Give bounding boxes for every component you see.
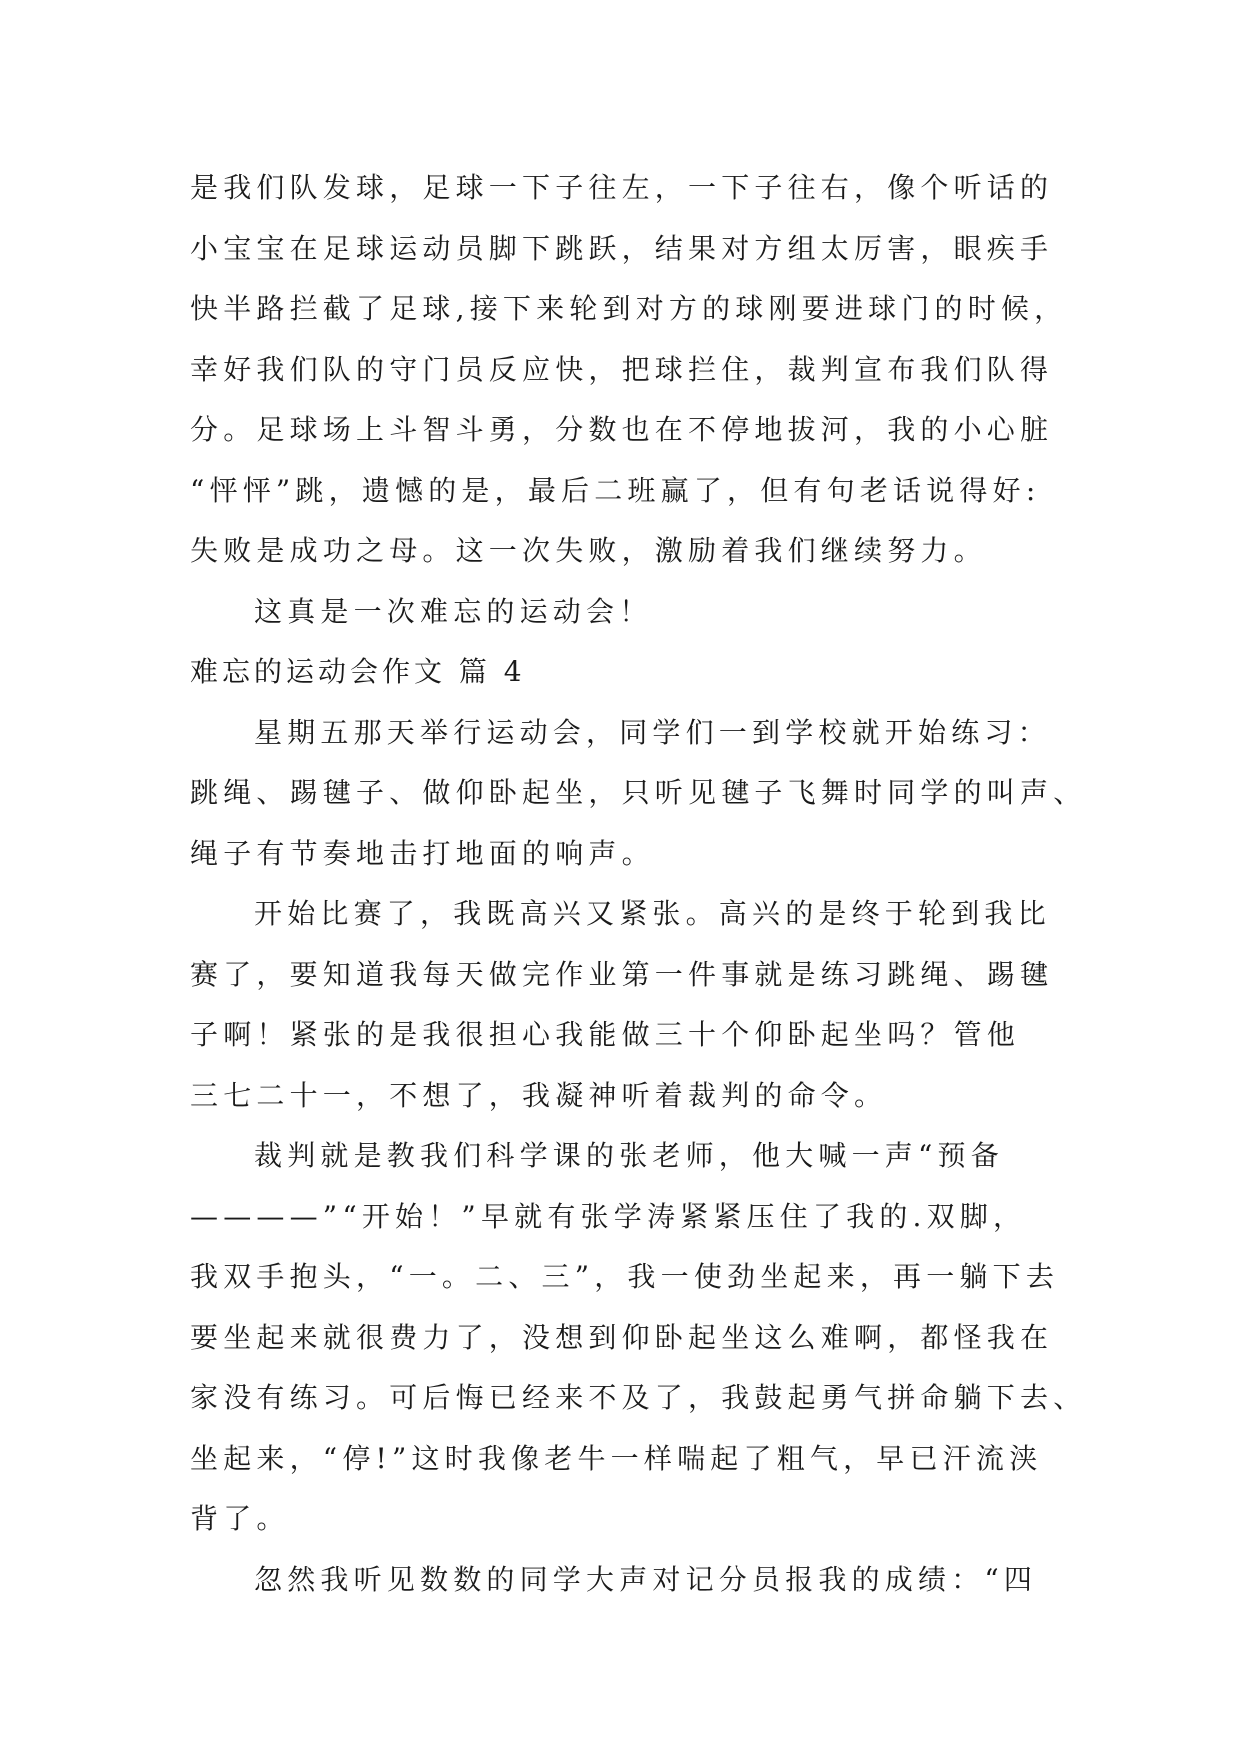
text-line: 家没有练习。可后悔已经来不及了，我鼓起勇气拼命躺下去、 — [190, 1381, 1087, 1414]
text-line: 小宝宝在足球运动员脚下跳跃，结果对方组太厉害，眼疾手 — [190, 231, 1054, 265]
text-line: “怦怦”跳，遗憾的是，最后二班赢了，但有句老话说得好: — [190, 473, 1041, 507]
text-line: 分。足球场上斗智斗勇，分数也在不停地拔河，我的小心脏 — [190, 413, 1054, 446]
text-line: 快半路拦截了足球,接下来轮到对方的球刚要进球门的时候， — [190, 292, 1068, 325]
text-line: 星期五那天举行运动会，同学们一到学校就开始练习： — [254, 715, 1051, 749]
text-line: 要坐起来就很费力了，没想到仰卧起坐这么难啊，都怪我在 — [190, 1320, 1054, 1354]
text-line: 子啊！紧张的是我很担心我能做三十个仰卧起坐吗？管他 — [190, 1018, 1021, 1051]
text-line: 开始比赛了，我既高兴又紧张。高兴的是终于轮到我比 — [254, 897, 1051, 930]
text-line: 幸好我们队的守门员反应快，把球拦住，裁判宣布我们队得 — [190, 352, 1054, 386]
text-line: 三七二十一，不想了，我凝神听着裁判的命令。 — [190, 1078, 888, 1112]
essay-text-block — [190, 158, 1087, 1610]
text-line: 忽然我听见数数的同学大声对记分员报我的成绩：“四 — [254, 1562, 1038, 1596]
text-line: 赛了，要知道我每天做完作业第一件事就是练习跳绳、踢毽 — [190, 957, 1054, 991]
text-line: 绳子有节奏地击打地面的响声。 — [190, 836, 655, 870]
text-line: 坐起来，“停!”这时我像老牛一样喘起了粗气，早已汗流浃 — [190, 1441, 1043, 1475]
text-line: 裁判就是教我们科学课的张老师，他大喊一声“预备 — [254, 1139, 1004, 1172]
text-line: 是我们队发球，足球一下子往左，一下子往右，像个听话的 — [190, 171, 1054, 204]
text-line: 跳绳、踢毽子、做仰卧起坐，只听见毽子飞舞时同学的叫声、 — [190, 776, 1087, 809]
text-line: ————”“开始！”早就有张学涛紧紧压住了我的.双脚， — [190, 1199, 1027, 1233]
text-line: 我双手抱头，“一。二、三”，我一使劲坐起来，再一躺下去 — [190, 1260, 1060, 1293]
section-heading: 难忘的运动会作文 篇 4 — [190, 655, 526, 688]
text-line: 失败是成功之母。这一次失败，激励着我们继续努力。 — [190, 534, 987, 567]
text-line: 背了。 — [190, 1502, 290, 1535]
text-line: 这真是一次难忘的运动会！ — [254, 594, 653, 628]
